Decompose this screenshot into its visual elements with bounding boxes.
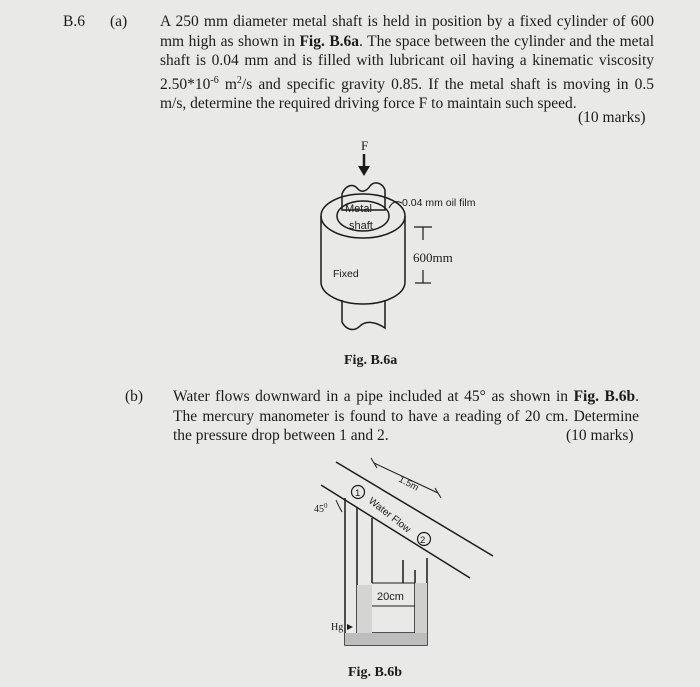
- part-a-text-1: A 250 mm diameter metal shaft is held in position by a fixed cylinder of 600 mm high as shown in: [160, 13, 654, 50]
- shaft-label-2: shaft: [349, 220, 373, 232]
- part-b-label: (b): [125, 388, 144, 405]
- fixed-label: Fixed: [333, 268, 359, 280]
- part-b-text-2: . The mercury manometer is found to have a reading of 20 cm. Determine the pressure drop between 1 and 2.: [173, 388, 640, 444]
- figure-b6b: [0, 440, 700, 687]
- mercury-label: Hg: [331, 622, 344, 633]
- point-1-label: 1: [355, 488, 361, 499]
- part-a-marks: (10 marks): [578, 109, 646, 126]
- fig-b6b-caption: Fig. B.6b: [348, 665, 403, 680]
- reading-label: 20cm: [377, 591, 404, 603]
- angle-label: [314, 502, 328, 515]
- angle-value: 45: [314, 504, 324, 515]
- shaft-label-1: Metal: [345, 203, 372, 215]
- length-label: 1.5m: [396, 473, 421, 494]
- part-a-label: (a): [110, 13, 128, 30]
- height-label: 600mm: [413, 250, 453, 265]
- units-exponent: 2: [236, 74, 242, 86]
- film-label: 0.04 mm oil film: [402, 197, 476, 209]
- part-b-fig-ref: Fig. B.6b: [573, 388, 636, 405]
- viscosity-exponent: -6: [210, 74, 219, 86]
- part-b-marks: (10 marks): [566, 427, 634, 444]
- fig-b6a-caption: Fig. B.6a: [344, 353, 398, 368]
- angle-arc: [336, 500, 342, 512]
- flow-label: Water Flow: [366, 495, 413, 536]
- part-a-text-3: /s and specific gravity 0.85. If the metal shaft is moving in 0.5 m/s, determine the required driving force F to maintain such speed.: [160, 75, 654, 113]
- part-b-text-1: Water flows downward in a pipe included at 45° as shown in: [173, 388, 574, 405]
- part-a-units: m: [218, 75, 237, 93]
- mercury-arrow-icon: [347, 624, 353, 630]
- angle-degree: 0: [324, 502, 328, 510]
- part-a-text-2: . The space between the cylinder and the metal shaft is 0.04 mm and is filled with lubricant oil having a kinematic viscosity 2.50*10: [160, 32, 654, 93]
- point-2-label: 2: [420, 535, 426, 546]
- force-arrow-icon: [358, 154, 370, 176]
- part-a-fig-ref: Fig. B.6a: [299, 32, 360, 50]
- force-label: F: [361, 138, 369, 153]
- question-number: B.6: [63, 13, 85, 30]
